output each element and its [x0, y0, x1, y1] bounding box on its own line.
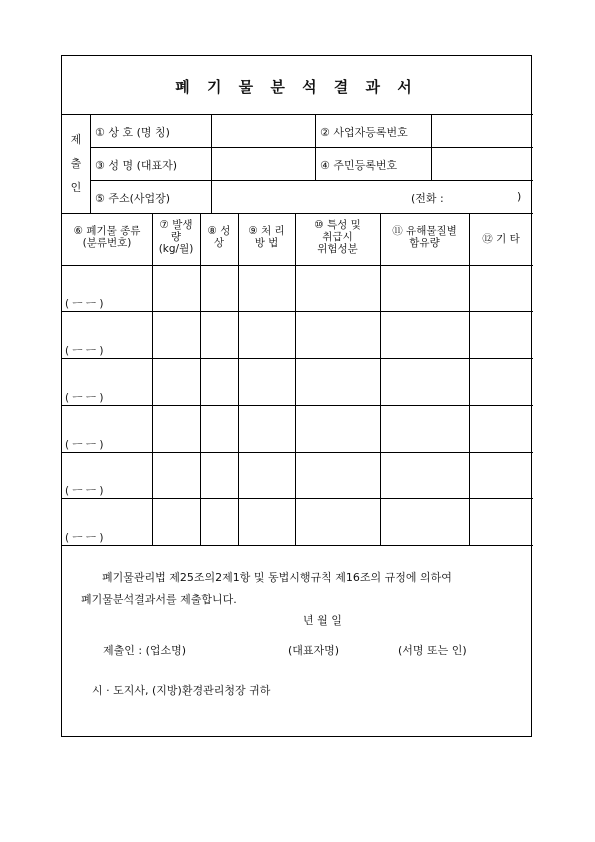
- declaration-line-2: 폐기물분석결과서를 제출합니다.: [81, 593, 237, 606]
- col-header-state: ⑧ 성 상: [207, 225, 231, 249]
- submitter-mid-divider: [315, 114, 316, 180]
- recipient-line: 시 · 도지사, (지방)환경관리청장 귀하: [92, 684, 271, 697]
- waste-code-field[interactable]: ( ㅡ ㅡ ): [65, 298, 104, 310]
- submitter-side-label: 제 출 인: [70, 133, 82, 194]
- address-field[interactable]: [212, 181, 532, 212]
- resident-reg-no-label: ④ 주민등록번호: [320, 159, 398, 172]
- submitter-company-label: 제출인 : (업소명): [103, 644, 187, 657]
- col-header-waste-type: ⑥ 폐기물 종류 (분류번호): [73, 225, 141, 249]
- waste-code-field[interactable]: ( ㅡ ㅡ ): [65, 532, 104, 544]
- header-bottom: [62, 265, 533, 266]
- col-divider-10: [295, 213, 296, 545]
- col-divider-9: [238, 213, 239, 545]
- phone-close-paren: ): [517, 190, 522, 203]
- waste-code-field[interactable]: ( ㅡ ㅡ ): [65, 439, 104, 451]
- waste-code-field[interactable]: ( ㅡ ㅡ ): [65, 485, 104, 497]
- col-divider-12: [469, 213, 470, 545]
- address-label: ⑤ 주소(사업장): [95, 192, 171, 205]
- resident-reg-no-field[interactable]: [432, 148, 532, 179]
- waste-code-field[interactable]: ( ㅡ ㅡ ): [65, 392, 104, 404]
- declaration-line-1: 폐기물관리법 제25조의2제1항 및 동법시행규칙 제16조의 규정에 의하여: [102, 571, 452, 584]
- company-name-label: ① 상 호 (명 칭): [95, 126, 170, 139]
- row-divider-1: [62, 311, 533, 312]
- col-divider-7: [152, 213, 153, 545]
- row-divider-5: [62, 498, 533, 499]
- col-header-hazard-components: ⑩ 특성 및 취급시 위험성분: [314, 219, 361, 255]
- representative-name-label: (대표자명): [288, 644, 340, 657]
- signature-label: (서명 또는 인): [398, 644, 467, 657]
- submitter-label-divider: [90, 114, 91, 213]
- col-header-generation-amount: ⑦ 발생 량 (kg/월): [158, 219, 194, 255]
- company-name-field[interactable]: [212, 115, 314, 146]
- col-divider-8: [200, 213, 201, 545]
- representative-field[interactable]: [212, 148, 314, 179]
- waste-code-field[interactable]: ( ㅡ ㅡ ): [65, 345, 104, 357]
- col-header-other: ⑫ 기 타: [482, 233, 520, 245]
- representative-label: ③ 성 명 (대표자): [95, 159, 178, 172]
- col-header-hazardous-content: ⑪ 유해물질별 함유량: [392, 225, 457, 249]
- submitter-bottom: [62, 213, 533, 214]
- phone-label: (전화 :: [411, 192, 444, 205]
- declaration-date: 년 월 일: [303, 614, 342, 627]
- form-title: 폐 기 물 분 석 결 과 서: [175, 78, 418, 96]
- col-header-treatment-method: ⑨ 처 리 방 법: [248, 225, 285, 249]
- business-reg-no-field[interactable]: [432, 115, 532, 146]
- row-divider-2: [62, 358, 533, 359]
- business-reg-no-label: ② 사업자등록번호: [320, 126, 408, 139]
- row-divider-3: [62, 405, 533, 406]
- table-bottom: [62, 545, 533, 546]
- row-divider-4: [62, 452, 533, 453]
- col-divider-11: [380, 213, 381, 545]
- form-frame: [61, 55, 532, 737]
